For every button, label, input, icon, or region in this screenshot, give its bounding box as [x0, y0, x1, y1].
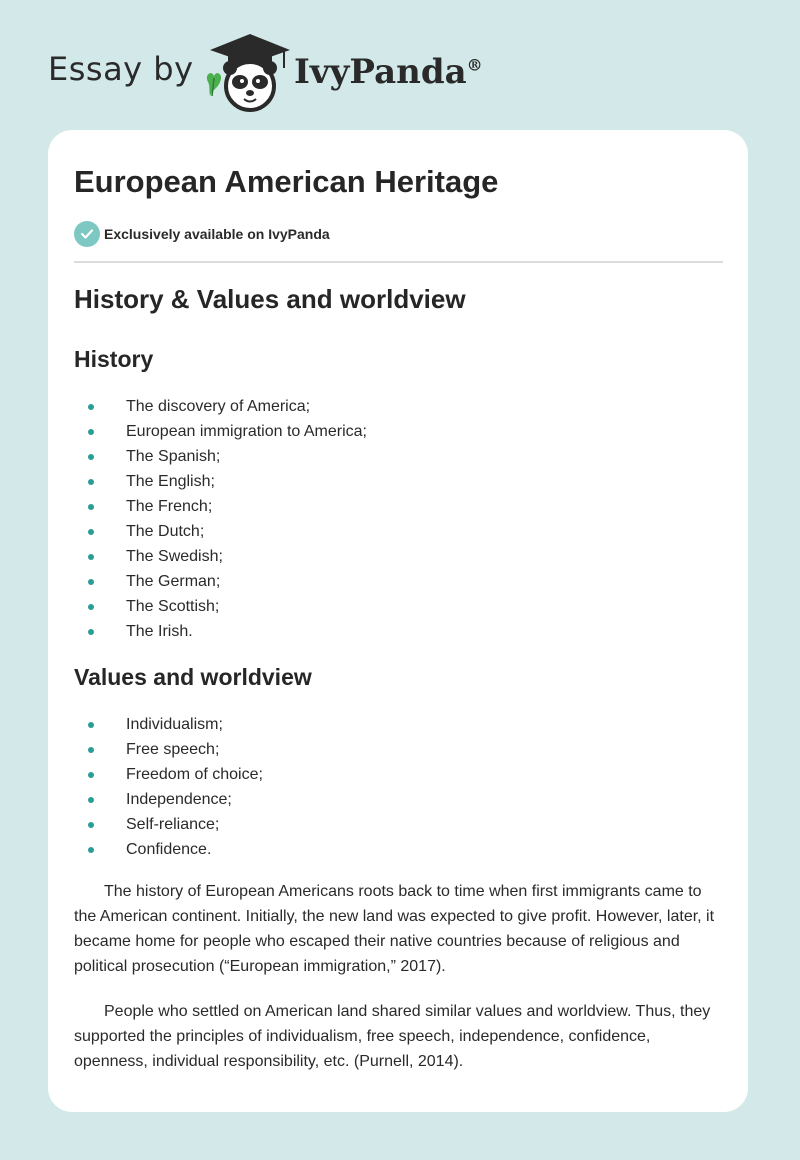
bullet-icon: [88, 797, 94, 803]
bullet-icon: [88, 604, 94, 610]
brand-text: IvyPanda: [294, 52, 467, 92]
list-item: The German;: [74, 569, 367, 594]
panda-logo-icon[interactable]: [200, 30, 292, 112]
list-item: Freedom of choice;: [74, 762, 263, 787]
paragraph: People who settled on American land shared similar values and worldview. Thus, they supported the principles of individualism, free speech, independence, confidence, openness, individual responsibility, etc. (Purnell, 2014).: [74, 1003, 711, 1070]
list-item: Free speech;: [74, 737, 263, 762]
section-title: History & Values and worldview: [74, 284, 466, 314]
bullet-icon: [88, 554, 94, 560]
bullet-icon: [88, 504, 94, 510]
checkmark-icon: [74, 221, 100, 247]
list-item: Self-reliance;: [74, 812, 263, 837]
list-item: The Spanish;: [74, 444, 367, 469]
values-list: [74, 712, 263, 862]
list-item: The Irish.: [74, 619, 367, 644]
bullet-icon: [88, 404, 94, 410]
bullet-icon: [88, 529, 94, 535]
article-card: [48, 130, 748, 1112]
divider: [74, 261, 723, 263]
bullet-icon: [88, 429, 94, 435]
list-item: The Swedish;: [74, 544, 367, 569]
bullet-icon: [88, 772, 94, 778]
list-item: European immigration to America;: [74, 419, 367, 444]
bullet-icon: [88, 722, 94, 728]
history-heading: History: [74, 346, 154, 372]
bullet-icon: [88, 479, 94, 485]
bullet-icon: [88, 454, 94, 460]
list-item: The French;: [74, 494, 367, 519]
exclusive-badge: [74, 221, 330, 247]
bullet-icon: [88, 747, 94, 753]
site-header: [48, 30, 748, 116]
list-item: The discovery of America;: [74, 394, 367, 419]
list-item: Confidence.: [74, 837, 263, 862]
bullet-icon: [88, 822, 94, 828]
registered-mark: ®: [466, 55, 483, 75]
essay-by-label: Essay by: [48, 50, 194, 88]
exclusive-badge-text: Exclusively available on IvyPanda: [104, 226, 330, 242]
bullet-icon: [88, 629, 94, 635]
list-item: The Dutch;: [74, 519, 367, 544]
list-item: Individualism;: [74, 712, 263, 737]
list-item: The English;: [74, 469, 367, 494]
bullet-icon: [88, 579, 94, 585]
list-item: The Scottish;: [74, 594, 367, 619]
paragraph: The history of European Americans roots back to time when first immigrants came to the American continent. Initially, the new land was expected to give profit. However, later, it became home for people who escaped their native countries because of religious and political prosecution (“European immigration,” 2017).: [74, 883, 715, 975]
values-heading: Values and worldview: [74, 664, 312, 690]
article-title: European American Heritage: [74, 164, 499, 199]
history-list: [74, 394, 367, 644]
brand-name[interactable]: [294, 52, 483, 92]
bullet-icon: [88, 847, 94, 853]
list-item: Independence;: [74, 787, 263, 812]
